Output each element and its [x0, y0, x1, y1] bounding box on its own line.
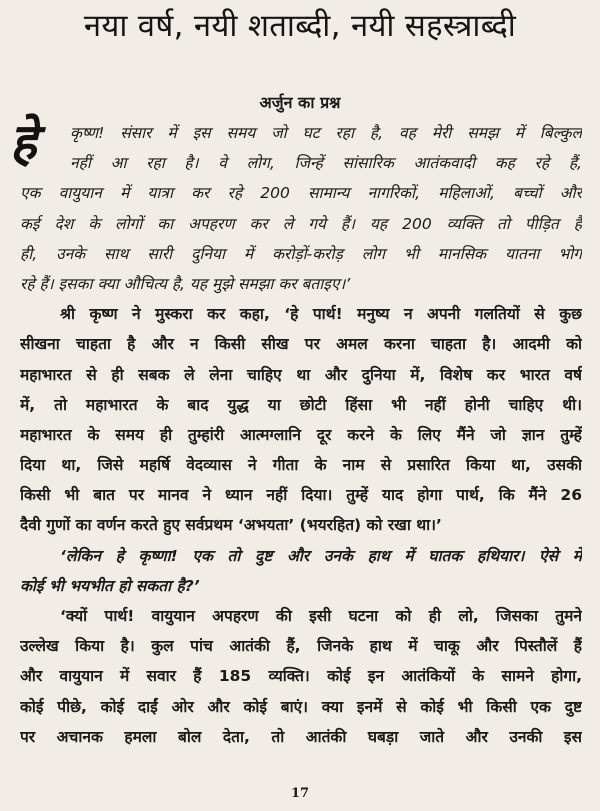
- text-line: सीखना चाहता है और न किसी सीख पर अमल करना चाहता है। आदमी को: [20, 335, 582, 354]
- text-line: पर अचानक हमला बोल देता, तो आतंकी घबड़ा जाते और उनकी इस: [20, 727, 582, 746]
- paragraph-krishna-continues: [20, 601, 582, 752]
- text-line: किसी भी बात पर मानव ने ध्यान नहीं दिया। तुम्हें याद होगा पार्थ, कि मैंने 26: [20, 486, 582, 505]
- text-line: नहीं आ रहा है। वे लोग, जिन्हें सांसारिक आतंकवादी कह रहे हैं,: [70, 154, 582, 173]
- text-line: महाभारत से ही सबक ले लेना चाहिए था और दुनिया में, विशेष कर भारत वर्ष: [20, 365, 582, 384]
- chapter-title: नया वर्ष, नयी शताब्दी, नयी सहस्त्राब्दी: [83, 8, 517, 44]
- text-line: ही, उनके साथ सारी दुनिया में करोड़ों-करोड़ लोग भी मानसिक यातना भोग: [20, 244, 582, 263]
- section-heading: अर्जुन का प्रश्न: [259, 93, 341, 112]
- text-line: एक वायुयान में यात्रा कर रहे 200 सामान्य नागरिकों, महिलाओं, बच्चों और: [20, 184, 582, 203]
- paragraph-krishna-answer: [20, 299, 582, 541]
- body-text: [20, 118, 582, 752]
- text-line: और वायुयान में सवार हैं 185 व्यक्ति। कोई इन आतंकियों के सामने होगा,: [20, 667, 582, 686]
- paragraph-arjun-question: [20, 118, 582, 299]
- paragraph-arjun-followup: [20, 541, 582, 601]
- text-line: दिया था, जिसे महर्षि वेदव्यास ने गीता के नाम से प्रसारित किया था, उसकी: [20, 456, 582, 475]
- text-line: श्री कृष्ण ने मुस्करा कर कहा, ‘हे पार्थ! मनुष्य न अपनी गलतियों से कुछ: [60, 305, 582, 324]
- text-line: महाभारत के समय ही तुम्हांरी आत्मग्लानि दूर करने के लिए मैंने जो ज्ञान तुम्हें: [20, 425, 582, 444]
- text-line: ‘क्यों पार्थ! वायुयान अपहरण की इसी घटना को ही लो, जिसका तुमने: [60, 607, 582, 625]
- text-line: रहे हैं। इसका क्या औचित्य है, यह मुझे समझा कर बताइए।’: [20, 274, 351, 293]
- text-line: उल्लेख किया है। कुल पांच आतंकी हैं, जिनके हाथ में चाकू और पिस्तौलें हैं: [20, 637, 582, 656]
- text-line: कई देश के लोगों का अपहरण कर ले गये हैं। यह 200 व्यक्ति तो पीड़ित हैं: [20, 214, 582, 233]
- text-line: कृष्ण! संसार में इस समय जो घट रहा है, वह मेरी समझ में बिल्कुल: [70, 124, 582, 142]
- text-line: दैवी गुणों का वर्णन करते हुए सर्वप्रथम ‘अभयता’ (भयरहित) को रखा था।’: [20, 516, 442, 535]
- text-line: ‘लेकिन हे कृष्णा! एक तो दुष्ट और उनके हाथ में घातक हथियार। ऐसे में: [60, 546, 582, 565]
- page-number: 17: [290, 786, 310, 801]
- text-line: कोई भी भयभीत हो सकता है?’: [20, 576, 200, 595]
- text-line: कोई पीछे, कोई दाईं ओर और कोई बाएं। क्या इनमें से कोई भी किसी एक दुष्ट: [20, 697, 582, 716]
- text-line: में, तो महाभारत के बाद युद्ध या छोटी हिंसा भी नहीं होनी चाहिए थी।: [20, 395, 582, 414]
- drop-cap: हे: [10, 113, 37, 171]
